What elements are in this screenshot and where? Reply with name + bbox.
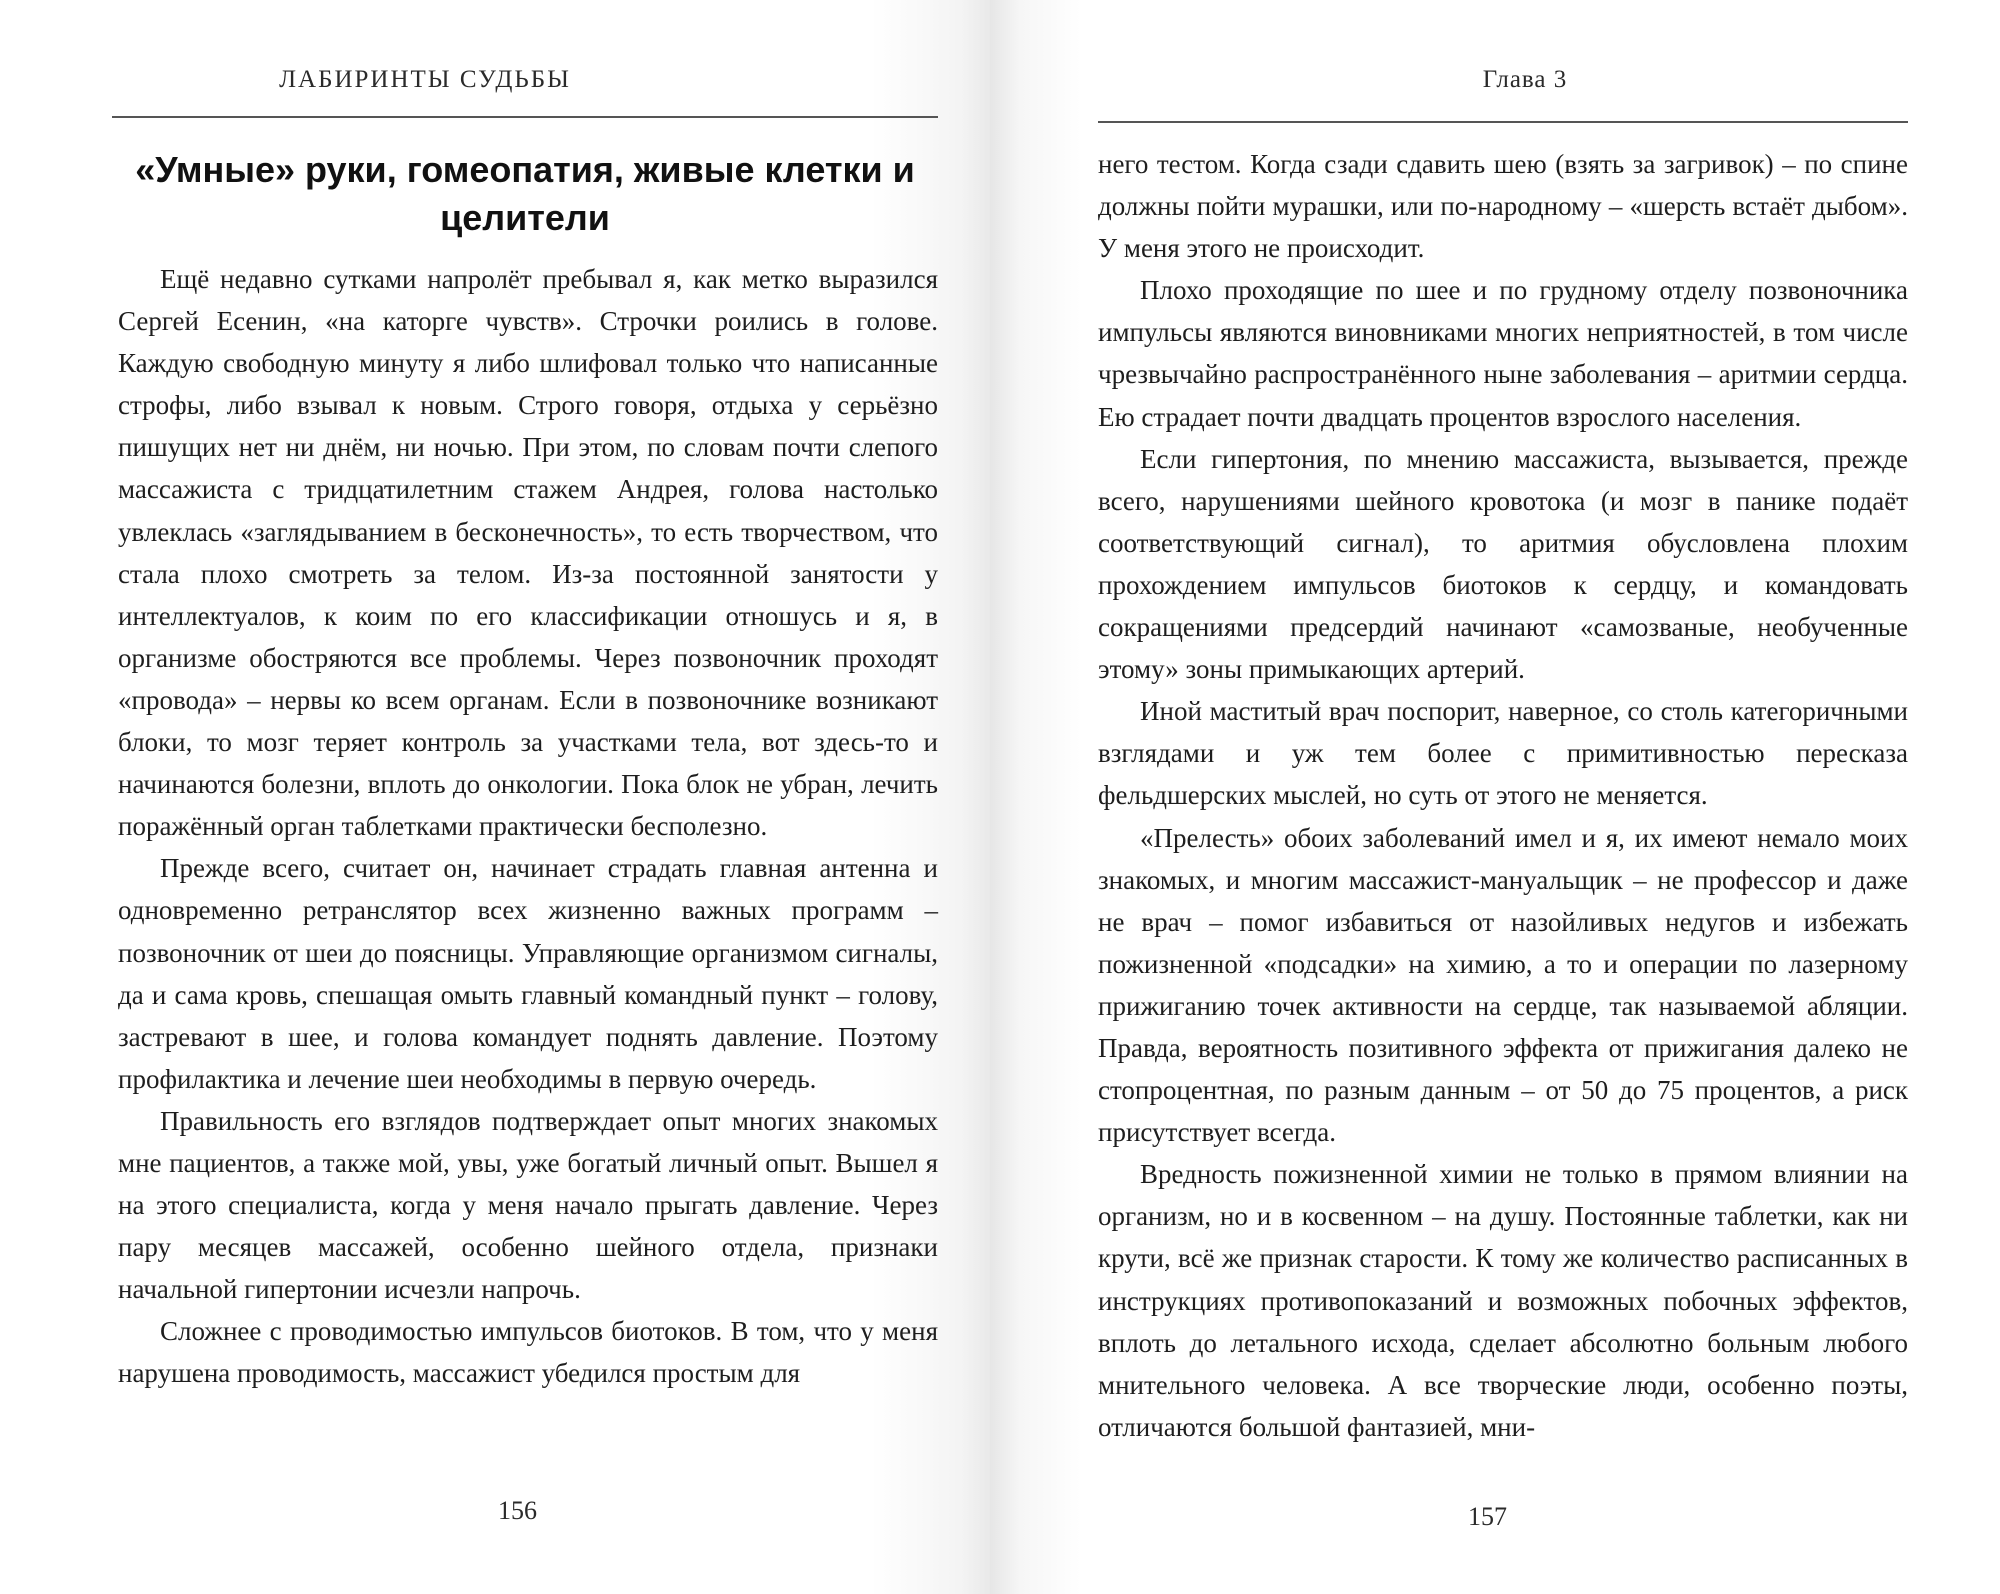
paragraph: Если гипертония, по мнению массажиста, вызывается, прежде всего, нарушениями шейного кровотока (и мозг в панике подаёт соответствующий сигнал), то аритмия обусловлена плохим прохождением импульсов биотоков к сердцу, и командовать сокращениями предсердий начинают «самозваные, необученные этому» зоны примыкающих артерий.	[1098, 443, 1908, 685]
running-head-book-title: ЛАБИРИНТЫ СУДЬБЫ	[279, 66, 571, 93]
paragraph: Правильность его взглядов подтверждает опыт многих знакомых мне пациентов, а также мой, увы, уже богатый личный опыт. Вышел я на этого специалиста, когда у меня начало прыгать давление. Через пару месяцев массажей, особенно шейного отдела, признаки начальной гипертонии исчезли напрочь.	[118, 1105, 938, 1305]
paragraph: Сложнее с проводимостью импульсов биотоков. В том, что у меня нарушена проводимость, массажист убедился простым для	[118, 1316, 938, 1389]
paragraph-continuation: него тестом. Когда сзади сдавить шею (взять за загривок) – по спине должны пойти мурашки, или по-народному – «шерсть встаёт дыбом». У меня этого не происходит.	[1098, 149, 1908, 264]
body-text	[118, 258, 938, 1395]
page-number: 156	[498, 1496, 537, 1525]
header-rule	[112, 116, 938, 118]
header-rule	[1098, 121, 1908, 123]
paragraph: «Прелесть» обоих заболеваний имел и я, их имеют немало моих знакомых, и многим массажист-мануальщик – не профессор и даже не врач – помог избавиться от назойливых недугов и избежать пожизненной «подсадки» на химию, а то и операции по лазерному прижиганию точек активности на сердце, так называемой абляции. Правда, вероятность позитивного эффекта от прижигания далеко не стопроцентная, по разным данным – от 50 до 75 процентов, а риск присутствует всегда.	[1098, 822, 1908, 1148]
left-page	[0, 0, 990, 1594]
section-title: «Умные» руки, гомеопатия, живые клетки и целители	[135, 149, 915, 238]
body-text	[1098, 143, 1908, 1448]
paragraph: Ещё недавно сутками напролёт пребывал я, как метко выразился Сергей Есенин, «на каторге чувств». Строчки роились в голове. Каждую свободную минуту я либо шлифовал только что написанные строфы, либо взывал к новым. Строго говоря, отдыха у серьёзно пишущих нет ни днём, ни ночью. При этом, по словам почти слепого массажиста с тридцатилетним стажем Андрея, голова настолько увлеклась «заглядыванием в бесконечность», то есть творчеством, что стала плохо смотреть за телом. Из-за постоянной занятости у интеллектуалов, к коим по его классификации отношусь и я, в организме обостряются все проблемы. Через позвоночник проходят «провода» – нервы ко всем органам. Если в позвоночнике возникают блоки, то мозг теряет контроль за участками тела, вот здесь-то и начинаются болезни, вплоть до онкологии. Пока блок не убран, лечить поражённый орган таблетками практически бесполезно.	[118, 264, 938, 842]
paragraph: Плохо проходящие по шее и по грудному отделу позвоночника импульсы являются виновниками многих неприятностей, в том числе чрезвычайно распространённого ныне заболевания – аритмии сердца. Ею страдает почти двадцать процентов взрослого населения.	[1098, 275, 1908, 432]
paragraph: Иной маститый врач поспорит, наверное, со столь категоричными взглядами и уж тем более с примитивностью пересказа фельдшерских мыслей, но суть от этого не меняется.	[1098, 696, 1908, 811]
paragraph: Прежде всего, считает он, начинает страдать главная антенна и одновременно ретранслятор всех жизненно важных программ – позвоночник от шеи до поясницы. Управляющие организмом сигналы, да и сама кровь, спешащая омыть главный командный пункт – голову, застревают в шее, и голова командует поднять давление. Поэтому профилактика и лечение шеи необходимы в первую очередь.	[118, 853, 938, 1094]
right-page	[990, 0, 2000, 1594]
page-number: 157	[1468, 1502, 1507, 1531]
paragraph: Вредность пожизненной химии не только в прямом влиянии на организм, но и в косвенном – на душу. Постоянные таблетки, как ни крути, всё же признак старости. К тому же количество расписанных в инструкциях противопоказаний и возможных побочных эффектов, вплоть до летального исхода, сделает абсолютно больным любого мнительного человека. А все творческие люди, особенно поэты, отличаются большой фантазией, мни-	[1098, 1159, 1908, 1442]
running-head-chapter: Глава 3	[1482, 66, 1568, 93]
